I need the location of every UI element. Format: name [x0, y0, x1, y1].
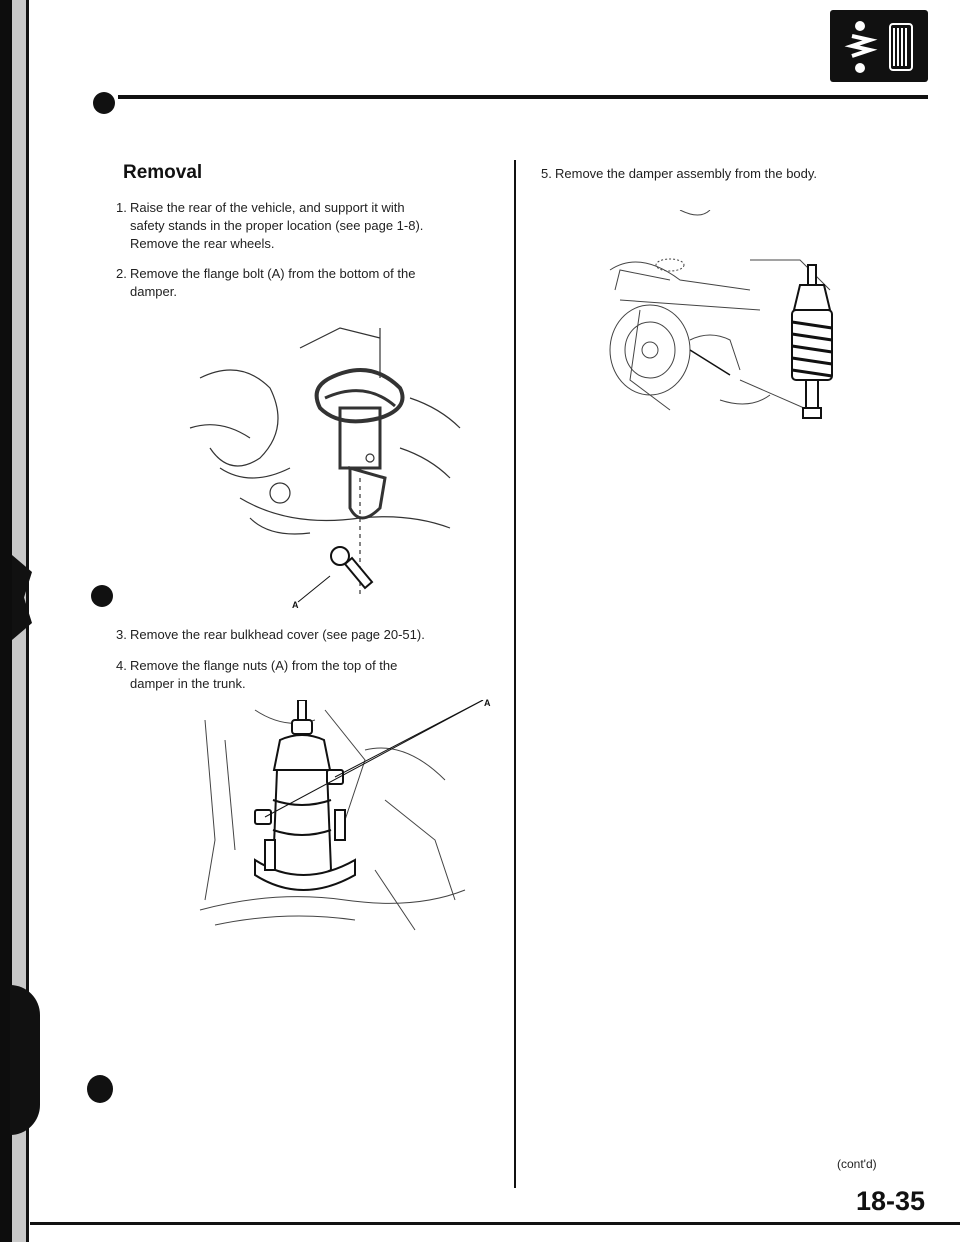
step-4: [116, 658, 496, 692]
step-number: 1.: [116, 200, 127, 215]
column-divider: [514, 160, 516, 1188]
nuts-callout-label: A: [484, 698, 491, 708]
step-text-line: damper.: [130, 284, 177, 299]
step-text-line: Raise the rear of the vehicle, and support it with: [130, 200, 405, 215]
hole-punch-mark: [91, 585, 113, 607]
footer-rule: [30, 1222, 960, 1225]
bolt-callout-label: A: [292, 600, 299, 610]
step-text-line: damper in the trunk.: [130, 676, 246, 691]
section-title: Removal: [123, 162, 203, 183]
step-text-line: Remove the rear wheels.: [130, 236, 275, 251]
step-number: 2.: [116, 266, 127, 281]
damper-bottom-bolt-figure: [180, 318, 470, 608]
step-text-line: Remove the damper assembly from the body.: [555, 166, 818, 181]
tab-marker-bottom: [10, 985, 40, 1135]
step-text-line: Remove the flange bolt (A) from the bottom of the: [130, 266, 416, 281]
step-5: [541, 166, 921, 184]
continued-note: (cont'd): [837, 1157, 877, 1171]
suspension-section-icon: [830, 10, 928, 82]
step-number: 4.: [116, 658, 127, 673]
page-number: 18-35: [856, 1186, 926, 1216]
hole-punch-mark: [87, 1075, 113, 1103]
step-text-line: Remove the flange nuts (A) from the top of the: [130, 658, 398, 673]
damper-top-nuts-figure: [195, 700, 495, 940]
hole-punch-mark: [93, 92, 115, 114]
step-1: [116, 200, 496, 252]
step-text-line: Remove the rear bulkhead cover (see page 20-51).: [130, 627, 425, 642]
step-3: [116, 627, 506, 645]
step-text-line: safety stands in the proper location (see page 1-8).: [130, 218, 424, 233]
damper-assembly-removal-figure: [600, 210, 850, 430]
step-2: [116, 266, 496, 300]
header-rule: [118, 95, 928, 99]
step-number: 3.: [116, 627, 127, 642]
step-number: 5.: [541, 166, 552, 181]
tab-marker: [12, 555, 32, 640]
